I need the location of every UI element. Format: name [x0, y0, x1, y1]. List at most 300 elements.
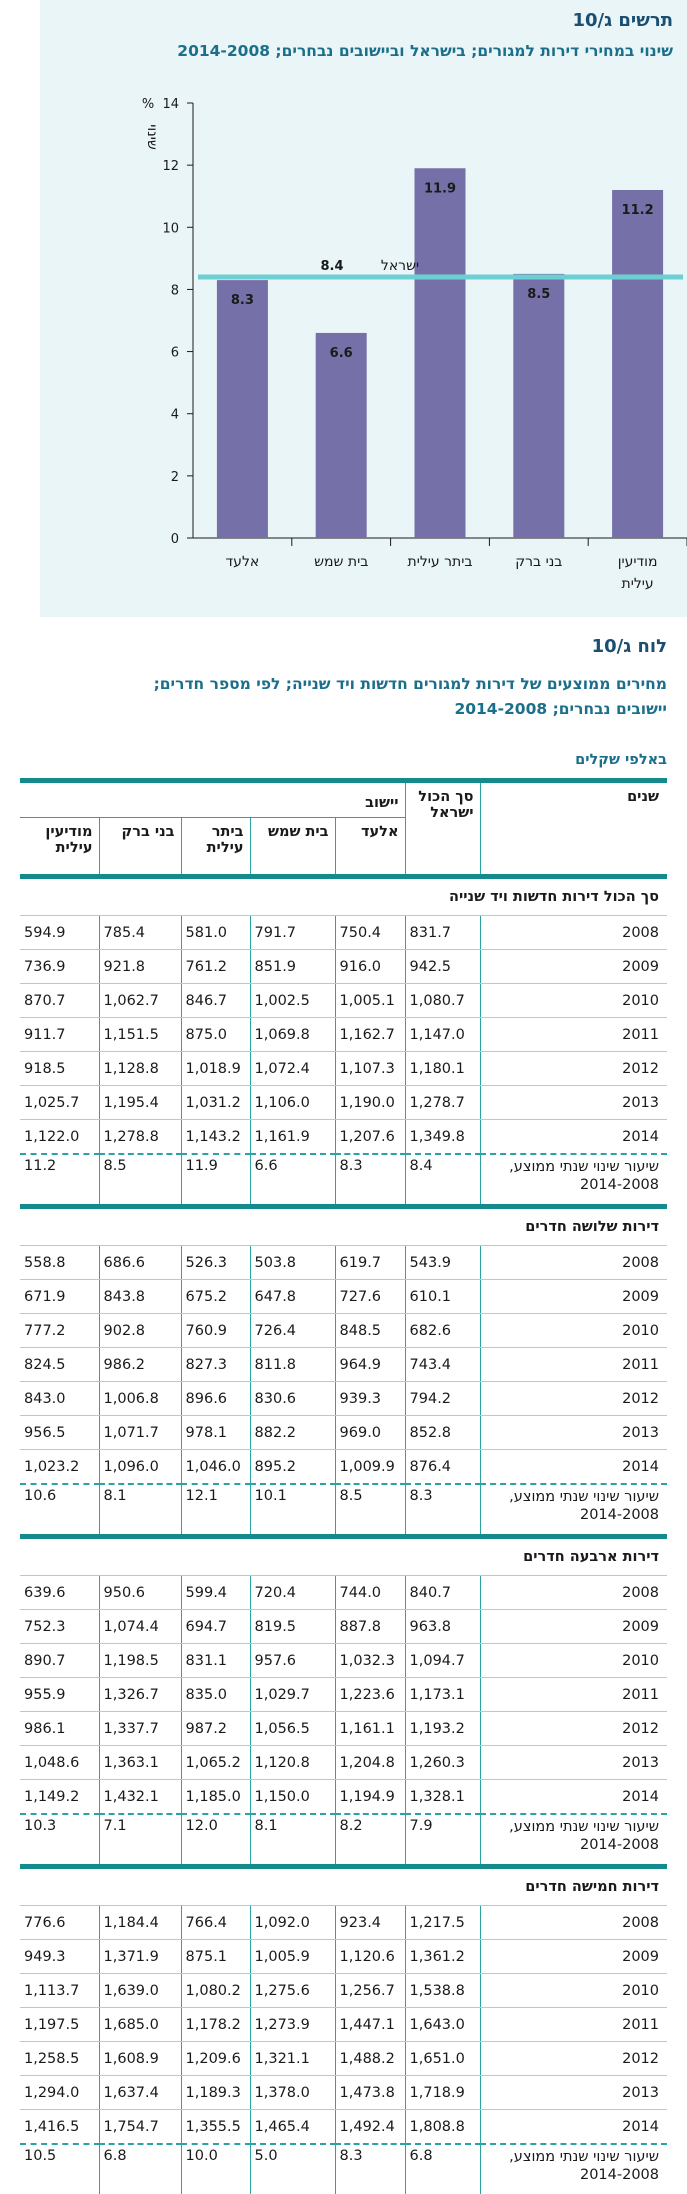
- table-cell: 1,198.5: [99, 1644, 181, 1678]
- table-cell: 819.5: [250, 1610, 335, 1644]
- table-row: [20, 1018, 667, 1052]
- table-cell: 1,195.4: [99, 1086, 181, 1120]
- table-cell: 921.8: [99, 950, 181, 984]
- table-cell: 1,120.6: [335, 1940, 405, 1974]
- average-cell: 5.0: [250, 2144, 335, 2194]
- table-cell: 1,128.8: [99, 1052, 181, 1086]
- table-cell: 1,209.6: [181, 2042, 250, 2076]
- table-row: [20, 1746, 667, 1780]
- table-row: [20, 2042, 667, 2076]
- average-label-line1: שיעור שינוי שנתי ממוצע,: [509, 1819, 660, 1835]
- table-cell: 916.0: [335, 950, 405, 984]
- table-cell: 647.8: [250, 1280, 335, 1314]
- table-row: [20, 1712, 667, 1746]
- table-cell: 1,062.7: [99, 984, 181, 1018]
- table-row: [20, 1940, 667, 1974]
- israel-label: ישראל: [380, 258, 420, 274]
- table-cell: 1,294.0: [20, 2076, 99, 2110]
- row-year: 2010: [480, 1314, 667, 1348]
- table-units: באלפי שקלים: [575, 752, 667, 768]
- table-cell: 726.4: [250, 1314, 335, 1348]
- section-header: [20, 877, 667, 916]
- average-row: [20, 1484, 667, 1537]
- bar-value-label: 8.5: [527, 286, 551, 302]
- table-cell: 987.2: [181, 1712, 250, 1746]
- table-cell: 875.1: [181, 1940, 250, 1974]
- table-cell: 1,185.0: [181, 1780, 250, 1815]
- table-cell: 1,173.1: [405, 1678, 480, 1712]
- price-table-wrap: [20, 778, 667, 2194]
- table-cell: 1,447.1: [335, 2008, 405, 2042]
- table-cell: 1,029.7: [250, 1678, 335, 1712]
- average-cell: 8.5: [99, 1154, 181, 1207]
- section-header: [20, 1867, 667, 1906]
- section-title: סך הכול דירות חדשות ויד שנייה: [20, 877, 667, 916]
- average-cell: 8.3: [335, 1154, 405, 1207]
- table-cell: 1,328.1: [405, 1780, 480, 1815]
- table-cell: 1,326.7: [99, 1678, 181, 1712]
- table-cell: 1,161.1: [335, 1712, 405, 1746]
- average-label-line2: 2014-2008: [579, 1507, 660, 1523]
- header-col-2: [181, 818, 250, 877]
- table-label: לוח ג/10: [591, 636, 667, 657]
- table-cell: 736.9: [20, 950, 99, 984]
- chart-title: שינוי במחירי דירות למגורים; בישראל וביישובים נבחרים; 2014-2008: [177, 42, 673, 60]
- table-cell: 986.2: [99, 1348, 181, 1382]
- table-cell: 1,260.3: [405, 1746, 480, 1780]
- table-cell: 1,193.2: [405, 1712, 480, 1746]
- average-row: [20, 1814, 667, 1867]
- table-cell: 1,122.0: [20, 1120, 99, 1155]
- table-row: [20, 1450, 667, 1485]
- table-cell: 1,018.9: [181, 1052, 250, 1086]
- table-cell: 744.0: [335, 1576, 405, 1610]
- table-cell: 639.6: [20, 1576, 99, 1610]
- average-cell: 10.3: [24, 1818, 57, 1834]
- bar-value-label: 11.2: [621, 203, 654, 218]
- average-cell: 6.6: [250, 1154, 335, 1207]
- table-cell: 1,074.4: [99, 1610, 181, 1644]
- average-cell: 10.5: [24, 2148, 57, 2164]
- bar-chart: [40, 0, 687, 617]
- average-label: [480, 1484, 667, 1537]
- table-cell: 1,069.8: [250, 1018, 335, 1052]
- average-cell: 12.0: [181, 1814, 250, 1867]
- average-cell: 11.9: [181, 1154, 250, 1207]
- header-col-4: [20, 818, 99, 877]
- table-cell: 1,207.6: [335, 1120, 405, 1155]
- table-cell: 766.4: [181, 1906, 250, 1940]
- table-row: [20, 1314, 667, 1348]
- table-row: [20, 1246, 667, 1280]
- table-cell: 1,065.2: [181, 1746, 250, 1780]
- average-cell: 8.4: [405, 1154, 480, 1207]
- table-cell: 1,465.4: [250, 2110, 335, 2145]
- table-cell: 1,190.0: [335, 1086, 405, 1120]
- table-row: [20, 1382, 667, 1416]
- table-cell: 776.6: [20, 1906, 99, 1940]
- table-cell: 875.0: [181, 1018, 250, 1052]
- table-cell: 1,094.7: [405, 1644, 480, 1678]
- average-label-line2: 2014-2008: [579, 2167, 660, 2183]
- row-year: 2014: [480, 1450, 667, 1485]
- table-cell: 882.2: [250, 1416, 335, 1450]
- table-row: [20, 916, 667, 950]
- table-cell: 824.5: [20, 1348, 99, 1382]
- row-year: 2011: [480, 2008, 667, 2042]
- table-cell: 1,275.6: [250, 1974, 335, 2008]
- table-cell: 1,256.7: [335, 1974, 405, 2008]
- table-cell: 1,005.9: [250, 1940, 335, 1974]
- table-cell: 1,023.2: [20, 1450, 99, 1485]
- table-cell: 750.4: [335, 916, 405, 950]
- table-cell: 895.2: [250, 1450, 335, 1485]
- table-cell: 1,006.8: [99, 1382, 181, 1416]
- table-cell: 1,031.2: [181, 1086, 250, 1120]
- table-row: [20, 1576, 667, 1610]
- table-cell: 831.7: [405, 916, 480, 950]
- y-tick-label: 10: [162, 221, 179, 237]
- row-year: 2008: [480, 1576, 667, 1610]
- table-cell: 1,005.1: [335, 984, 405, 1018]
- average-cell: 6.8: [405, 2144, 480, 2194]
- category-label: מודיעין: [617, 554, 658, 570]
- table-cell: 1,096.0: [99, 1450, 181, 1485]
- table-cell: 852.8: [405, 1416, 480, 1450]
- row-year: 2010: [480, 984, 667, 1018]
- category-label: ביתר עילית: [407, 554, 473, 570]
- y-tick-label: 6: [170, 345, 179, 361]
- table-cell: 831.1: [181, 1644, 250, 1678]
- table-row: [20, 1644, 667, 1678]
- average-row: [20, 1154, 667, 1207]
- table-cell: 581.0: [181, 916, 250, 950]
- header-total-line2: ישראל: [430, 805, 474, 821]
- table-cell: 686.6: [99, 1246, 181, 1280]
- table-row: [20, 1086, 667, 1120]
- average-label-line1: שיעור שינוי שנתי ממוצע,: [509, 1159, 660, 1175]
- header-col-line1: בני ברק: [121, 824, 175, 840]
- table-cell: 902.8: [99, 1314, 181, 1348]
- average-cell: 8.2: [335, 1814, 405, 1867]
- table-cell: 1,080.2: [181, 1974, 250, 2008]
- table-cell: 619.7: [335, 1246, 405, 1280]
- y-tick-label: 4: [170, 407, 179, 423]
- row-year: 2012: [480, 2042, 667, 2076]
- header-col-line2: עילית: [206, 840, 244, 856]
- table-cell: 1,071.7: [99, 1416, 181, 1450]
- table-cell: 1,046.0: [181, 1450, 250, 1485]
- table-cell: 1,107.3: [335, 1052, 405, 1086]
- row-year: 2008: [480, 1906, 667, 1940]
- table-cell: 986.1: [20, 1712, 99, 1746]
- table-cell: 963.8: [405, 1610, 480, 1644]
- table-cell: 1,488.2: [335, 2042, 405, 2076]
- table-cell: 942.5: [405, 950, 480, 984]
- header-col-line2: עילית: [55, 840, 93, 856]
- y-tick-label: 14: [162, 97, 179, 112]
- row-year: 2012: [480, 1052, 667, 1086]
- table-cell: 1,337.7: [99, 1712, 181, 1746]
- average-cell: 12.1: [181, 1484, 250, 1537]
- table-cell: 827.3: [181, 1348, 250, 1382]
- table-cell: 911.7: [20, 1018, 99, 1052]
- table-cell: 558.8: [20, 1246, 99, 1280]
- average-row: [20, 2144, 667, 2194]
- header-col-1: [250, 818, 335, 877]
- row-year: 2009: [480, 1280, 667, 1314]
- table-cell: 923.4: [335, 1906, 405, 1940]
- table-cell: 890.7: [20, 1644, 99, 1678]
- average-label-line2: 2014-2008: [579, 1177, 660, 1193]
- header-col-line1: אלעד: [361, 824, 399, 840]
- y-tick-label: 8: [170, 283, 179, 299]
- row-year: 2010: [480, 1974, 667, 2008]
- table-cell: 1,217.5: [405, 1906, 480, 1940]
- bar: [316, 333, 367, 538]
- table-row: [20, 1052, 667, 1086]
- average-cell: 8.3: [335, 2144, 405, 2194]
- header-col-0: [335, 818, 405, 877]
- table-cell: 840.7: [405, 1576, 480, 1610]
- table-row: [20, 1974, 667, 2008]
- y-axis-unit: %: [141, 97, 155, 112]
- table-cell: 1,113.7: [20, 1974, 99, 2008]
- table-cell: 1,808.8: [405, 2110, 480, 2145]
- row-year: 2014: [480, 1780, 667, 1815]
- row-year: 2014: [480, 1120, 667, 1155]
- table-cell: 1,032.3: [335, 1644, 405, 1678]
- row-year: 2011: [480, 1678, 667, 1712]
- row-year: 2013: [480, 1086, 667, 1120]
- table-cell: 1,106.0: [250, 1086, 335, 1120]
- header-col-3: [99, 818, 181, 877]
- table-cell: 1,278.8: [99, 1120, 181, 1155]
- average-cell: 7.9: [405, 1814, 480, 1867]
- table-cell: 777.2: [20, 1314, 99, 1348]
- header-col-line1: ביתר: [211, 824, 244, 840]
- category-label: אלעד: [225, 554, 260, 570]
- bar-value-label: 6.6: [329, 345, 353, 361]
- table-cell: 1,363.1: [99, 1746, 181, 1780]
- table-cell: 743.4: [405, 1348, 480, 1382]
- category-label: בית שמש: [314, 554, 369, 570]
- table-row: [20, 1416, 667, 1450]
- header-col-line1: בית שמש: [267, 824, 329, 840]
- table-cell: 1,371.9: [99, 1940, 181, 1974]
- table-cell: 1,149.2: [20, 1780, 99, 1815]
- table-cell: 1,643.0: [405, 2008, 480, 2042]
- table-cell: 887.8: [335, 1610, 405, 1644]
- table-row: [20, 2076, 667, 2110]
- table-cell: 720.4: [250, 1576, 335, 1610]
- table-cell: 1,009.9: [335, 1450, 405, 1485]
- table-row: [20, 1610, 667, 1644]
- price-table: [20, 778, 667, 2194]
- table-cell: 1,147.0: [405, 1018, 480, 1052]
- table-cell: 949.3: [20, 1940, 99, 1974]
- row-year: 2013: [480, 1746, 667, 1780]
- table-cell: 1,080.7: [405, 984, 480, 1018]
- average-label-line2: 2014-2008: [579, 1837, 660, 1853]
- section-title: דירות ארבעה חדרים: [20, 1537, 667, 1576]
- bar: [513, 274, 564, 538]
- row-year: 2011: [480, 1348, 667, 1382]
- table-cell: 1,025.7: [20, 1086, 99, 1120]
- table-cell: 969.0: [335, 1416, 405, 1450]
- table-cell: 1,197.5: [20, 2008, 99, 2042]
- table-row: [20, 1780, 667, 1815]
- bar: [217, 280, 268, 538]
- table-cell: 1,204.8: [335, 1746, 405, 1780]
- table-cell: 1,056.5: [250, 1712, 335, 1746]
- table-cell: 791.7: [250, 916, 335, 950]
- row-year: 2008: [480, 1246, 667, 1280]
- table-cell: 760.9: [181, 1314, 250, 1348]
- average-cell: 8.1: [99, 1484, 181, 1537]
- y-tick-label: 0: [170, 532, 179, 547]
- average-cell: 10.0: [181, 2144, 250, 2194]
- row-year: 2009: [480, 1610, 667, 1644]
- average-label: [480, 1154, 667, 1207]
- table-cell: 830.6: [250, 1382, 335, 1416]
- table-cell: 1,355.5: [181, 2110, 250, 2145]
- table-cell: 794.2: [405, 1382, 480, 1416]
- table-cell: 599.4: [181, 1576, 250, 1610]
- header-col-line1: מודיעין: [45, 824, 93, 840]
- table-cell: 876.4: [405, 1450, 480, 1485]
- table-cell: 1,685.0: [99, 2008, 181, 2042]
- table-cell: 682.6: [405, 1314, 480, 1348]
- average-label-line1: שיעור שינוי שנתי ממוצע,: [509, 1489, 660, 1505]
- table-cell: 964.9: [335, 1348, 405, 1382]
- table-cell: 503.8: [250, 1246, 335, 1280]
- table-cell: 1,492.4: [335, 2110, 405, 2145]
- table-cell: 1,432.1: [99, 1780, 181, 1815]
- y-axis-label: שינוי: [144, 124, 160, 150]
- bar-value-label: 8.3: [230, 293, 254, 309]
- table-cell: 752.3: [20, 1610, 99, 1644]
- table-cell: 785.4: [99, 916, 181, 950]
- table-cell: 956.5: [20, 1416, 99, 1450]
- average-cell: 8.1: [250, 1814, 335, 1867]
- table-title-line2: יישובים נבחרים; 2014-2008: [454, 700, 667, 718]
- average-cell: 7.1: [99, 1814, 181, 1867]
- average-cell: 10.6: [24, 1488, 57, 1504]
- bar: [612, 190, 663, 538]
- row-year: 2009: [480, 1940, 667, 1974]
- table-cell: 950.6: [99, 1576, 181, 1610]
- table-row: [20, 2008, 667, 2042]
- table-cell: 727.6: [335, 1280, 405, 1314]
- row-year: 2012: [480, 1712, 667, 1746]
- table-cell: 955.9: [20, 1678, 99, 1712]
- header-total: [405, 781, 480, 877]
- table-cell: 848.5: [335, 1314, 405, 1348]
- average-cell: 10.1: [250, 1484, 335, 1537]
- table-cell: 1,321.1: [250, 2042, 335, 2076]
- table-cell: 1,754.7: [99, 2110, 181, 2145]
- bar-value-label: 11.9: [423, 181, 457, 197]
- table-cell: 526.3: [181, 1246, 250, 1280]
- table-cell: 1,416.5: [20, 2110, 99, 2145]
- table-cell: 1,223.6: [335, 1678, 405, 1712]
- table-row: [20, 1678, 667, 1712]
- table-cell: 1,361.2: [405, 1940, 480, 1974]
- row-year: 2014: [480, 2110, 667, 2145]
- table-cell: 1,180.1: [405, 1052, 480, 1086]
- table-cell: 1,194.9: [335, 1780, 405, 1815]
- table-cell: 594.9: [20, 916, 99, 950]
- table-cell: 870.7: [20, 984, 99, 1018]
- table-row: [20, 950, 667, 984]
- table-cell: 1,143.2: [181, 1120, 250, 1155]
- average-label: [480, 1814, 667, 1867]
- table-cell: 1,278.7: [405, 1086, 480, 1120]
- table-cell: 843.0: [20, 1382, 99, 1416]
- table-cell: 957.6: [250, 1644, 335, 1678]
- israel-value-label: 8.4: [320, 259, 344, 274]
- table-row: [20, 984, 667, 1018]
- table-cell: 978.1: [181, 1416, 250, 1450]
- table-cell: 1,718.9: [405, 2076, 480, 2110]
- table-cell: 1,637.4: [99, 2076, 181, 2110]
- table-row: [20, 1120, 667, 1155]
- table-cell: 851.9: [250, 950, 335, 984]
- row-year: 2012: [480, 1382, 667, 1416]
- table-cell: 671.9: [20, 1280, 99, 1314]
- table-title-line1: מחירים ממוצעים של דירות למגורים חדשות ויד שנייה; לפי מספר חדרים;: [153, 675, 667, 693]
- average-label: [480, 2144, 667, 2194]
- table-cell: 1,120.8: [250, 1746, 335, 1780]
- chart-label: תרשים ג/10: [572, 10, 673, 31]
- table-cell: 1,150.0: [250, 1780, 335, 1815]
- row-year: 2011: [480, 1018, 667, 1052]
- average-cell: 6.8: [99, 2144, 181, 2194]
- section-title: דירות חמישה חדרים: [20, 1867, 667, 1906]
- table-cell: 1,639.0: [99, 1974, 181, 2008]
- row-year: 2008: [480, 916, 667, 950]
- table-cell: 1,651.0: [405, 2042, 480, 2076]
- table-cell: 1,273.9: [250, 2008, 335, 2042]
- table-cell: 761.2: [181, 950, 250, 984]
- table-cell: 1,608.9: [99, 2042, 181, 2076]
- table-cell: 918.5: [20, 1052, 99, 1086]
- table-cell: 543.9: [405, 1246, 480, 1280]
- table-cell: 694.7: [181, 1610, 250, 1644]
- table-cell: 843.8: [99, 1280, 181, 1314]
- section-header: [20, 1207, 667, 1246]
- table-cell: 1,178.2: [181, 2008, 250, 2042]
- table-cell: 1,189.3: [181, 2076, 250, 2110]
- table-cell: 1,258.5: [20, 2042, 99, 2076]
- table-row: [20, 1906, 667, 1940]
- table-cell: 939.3: [335, 1382, 405, 1416]
- table-row: [20, 1348, 667, 1382]
- header-years: שנים: [627, 789, 660, 805]
- table-cell: 1,048.6: [20, 1746, 99, 1780]
- table-cell: 846.7: [181, 984, 250, 1018]
- average-cell: 8.5: [335, 1484, 405, 1537]
- table-cell: 1,349.8: [405, 1120, 480, 1155]
- average-cell: 8.3: [405, 1484, 480, 1537]
- table-cell: 610.1: [405, 1280, 480, 1314]
- table-cell: 1,151.5: [99, 1018, 181, 1052]
- table-cell: 1,161.9: [250, 1120, 335, 1155]
- row-year: 2010: [480, 1644, 667, 1678]
- table-cell: 896.6: [181, 1382, 250, 1416]
- table-cell: 1,092.0: [250, 1906, 335, 1940]
